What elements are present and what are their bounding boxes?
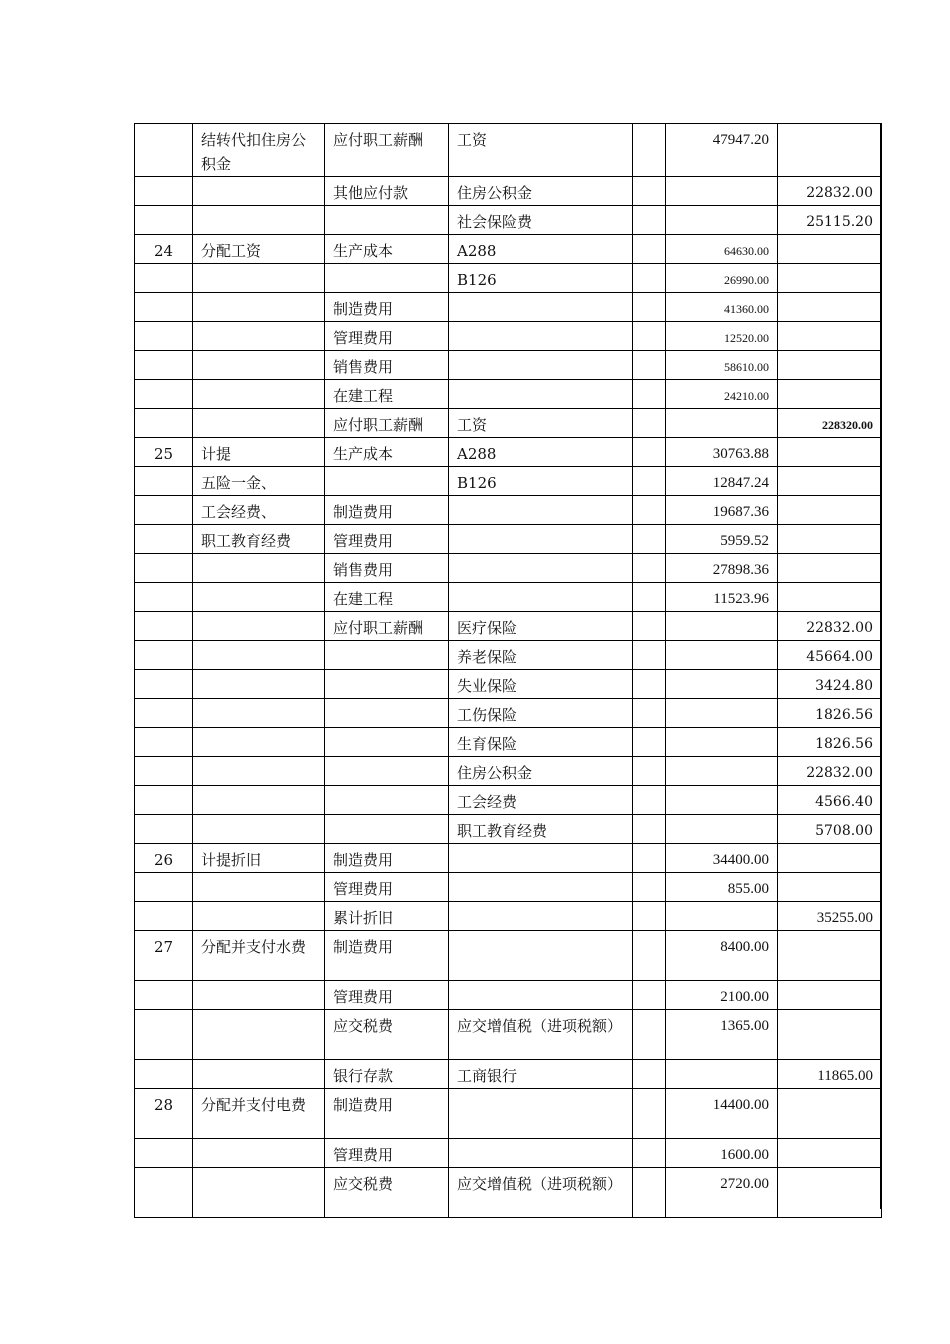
credit-amount [778,1089,882,1139]
account-cell [325,206,449,235]
blank-cell [633,1010,666,1060]
table-row [135,177,882,206]
subaccount-cell [449,351,633,380]
subaccount-cell [449,496,633,525]
table-row [135,525,882,554]
table-row [135,1168,882,1218]
account-cell: 管理费用 [325,873,449,902]
table-row [135,981,882,1010]
blank-cell [633,902,666,931]
entry-number [135,1168,193,1218]
subaccount-cell [449,583,633,612]
account-cell: 管理费用 [325,1139,449,1168]
summary-cell [193,554,325,583]
blank-cell [633,612,666,641]
credit-amount [778,467,882,496]
account-cell [325,467,449,496]
table-row [135,583,882,612]
debit-amount: 47947.20 [666,124,778,177]
debit-amount [666,757,778,786]
credit-amount [778,1139,882,1168]
table-row [135,206,882,235]
subaccount-cell: 生育保险 [449,728,633,757]
debit-amount: 8400.00 [666,931,778,981]
table-row [135,467,882,496]
blank-cell [633,931,666,981]
table-row [135,496,882,525]
credit-amount [778,583,882,612]
subaccount-cell: B126 [449,467,633,496]
summary-cell [193,322,325,351]
account-cell: 管理费用 [325,981,449,1010]
credit-amount [778,554,882,583]
subaccount-cell: 住房公积金 [449,177,633,206]
debit-amount [666,815,778,844]
credit-amount: 11865.00 [778,1060,882,1089]
subaccount-cell [449,844,633,873]
credit-amount: 4566.40 [778,786,882,815]
blank-cell [633,351,666,380]
credit-amount [778,496,882,525]
account-cell: 累计折旧 [325,902,449,931]
entry-number: 25 [135,438,193,467]
subaccount-cell [449,981,633,1010]
credit-amount [778,293,882,322]
entry-number [135,351,193,380]
debit-amount: 26990.00 [666,264,778,293]
blank-cell [633,322,666,351]
blank-cell [633,467,666,496]
entry-number [135,902,193,931]
entry-number [135,124,193,177]
table-row [135,844,882,873]
account-cell: 制造费用 [325,496,449,525]
account-cell: 在建工程 [325,380,449,409]
blank-cell [633,124,666,177]
subaccount-cell: 住房公积金 [449,757,633,786]
table-row [135,786,882,815]
table-row [135,873,882,902]
summary-cell [193,206,325,235]
account-cell: 应付职工薪酬 [325,612,449,641]
subaccount-cell: A288 [449,438,633,467]
summary-cell: 分配并支付水费 [193,931,325,981]
summary-cell [193,409,325,438]
table-row [135,670,882,699]
account-cell: 应付职工薪酬 [325,124,449,177]
subaccount-cell [449,931,633,981]
credit-amount [778,525,882,554]
table-row [135,293,882,322]
debit-amount [666,1060,778,1089]
credit-amount [778,322,882,351]
summary-cell [193,1168,325,1218]
entry-number [135,641,193,670]
debit-amount: 19687.36 [666,496,778,525]
table-row [135,322,882,351]
table-row [135,1060,882,1089]
entry-number [135,525,193,554]
account-cell: 生产成本 [325,438,449,467]
account-cell: 在建工程 [325,583,449,612]
summary-cell [193,177,325,206]
entry-number: 28 [135,1089,193,1139]
debit-amount [666,902,778,931]
table-row [135,409,882,438]
table-row [135,554,882,583]
debit-amount: 1365.00 [666,1010,778,1060]
entry-number: 26 [135,844,193,873]
table-row [135,641,882,670]
summary-cell: 计提折旧 [193,844,325,873]
debit-amount [666,206,778,235]
blank-cell [633,206,666,235]
entry-number [135,728,193,757]
account-cell: 制造费用 [325,844,449,873]
account-cell: 销售费用 [325,554,449,583]
credit-amount [778,1168,882,1218]
summary-cell: 结转代扣住房公积金 [193,124,325,177]
blank-cell [633,728,666,757]
debit-amount: 12847.24 [666,467,778,496]
summary-cell [193,641,325,670]
account-cell [325,728,449,757]
summary-cell [193,1139,325,1168]
blank-cell [633,554,666,583]
entry-number [135,670,193,699]
credit-amount: 22832.00 [778,612,882,641]
credit-amount [778,873,882,902]
blank-cell [633,293,666,322]
summary-cell [193,293,325,322]
credit-amount [778,931,882,981]
summary-cell: 计提 [193,438,325,467]
debit-amount: 30763.88 [666,438,778,467]
blank-cell [633,583,666,612]
summary-cell [193,1060,325,1089]
blank-cell [633,844,666,873]
entry-number [135,786,193,815]
subaccount-cell [449,1089,633,1139]
credit-amount [778,981,882,1010]
debit-amount: 11523.96 [666,583,778,612]
credit-amount [778,1010,882,1060]
table-row [135,380,882,409]
account-cell [325,815,449,844]
credit-amount [778,351,882,380]
debit-amount [666,699,778,728]
blank-cell [633,496,666,525]
account-cell [325,757,449,786]
subaccount-cell [449,322,633,351]
entry-number [135,467,193,496]
subaccount-cell [449,902,633,931]
table-row [135,612,882,641]
credit-amount [778,380,882,409]
blank-cell [633,981,666,1010]
credit-amount: 45664.00 [778,641,882,670]
subaccount-cell [449,1139,633,1168]
table-row [135,815,882,844]
summary-cell [193,728,325,757]
credit-amount [778,438,882,467]
table-row [135,264,882,293]
blank-cell [633,1089,666,1139]
summary-cell [193,902,325,931]
blank-cell [633,757,666,786]
subaccount-cell: 工会经费 [449,786,633,815]
table-row [135,931,882,981]
debit-amount: 855.00 [666,873,778,902]
account-cell: 其他应付款 [325,177,449,206]
summary-cell [193,873,325,902]
summary-cell [193,351,325,380]
account-cell: 销售费用 [325,351,449,380]
account-cell: 生产成本 [325,235,449,264]
entry-number [135,293,193,322]
table-row [135,1139,882,1168]
entry-number [135,380,193,409]
table-row [135,124,882,177]
debit-amount: 2100.00 [666,981,778,1010]
credit-amount: 5708.00 [778,815,882,844]
credit-amount: 25115.20 [778,206,882,235]
credit-amount [778,264,882,293]
credit-amount: 35255.00 [778,902,882,931]
journal-entry-body [135,124,882,1218]
debit-amount [666,612,778,641]
account-cell [325,699,449,728]
blank-cell [633,1139,666,1168]
account-cell [325,670,449,699]
subaccount-cell: 医疗保险 [449,612,633,641]
credit-amount: 1826.56 [778,728,882,757]
blank-cell [633,264,666,293]
subaccount-cell: 工资 [449,409,633,438]
entry-number [135,583,193,612]
entry-number [135,699,193,728]
table-row [135,699,882,728]
account-cell [325,264,449,293]
debit-amount: 1600.00 [666,1139,778,1168]
credit-amount: 22832.00 [778,757,882,786]
credit-amount: 22832.00 [778,177,882,206]
debit-amount: 27898.36 [666,554,778,583]
blank-cell [633,525,666,554]
debit-amount [666,177,778,206]
blank-cell [633,1060,666,1089]
credit-amount [778,235,882,264]
entry-number [135,554,193,583]
entry-number [135,496,193,525]
journal-entry-table [134,123,882,1218]
blank-cell [633,235,666,264]
table-row [135,438,882,467]
entry-number [135,981,193,1010]
account-cell: 制造费用 [325,293,449,322]
account-cell [325,641,449,670]
subaccount-cell [449,525,633,554]
subaccount-cell: 失业保险 [449,670,633,699]
summary-cell: 职工教育经费 [193,525,325,554]
blank-cell [633,380,666,409]
summary-cell: 分配并支付电费 [193,1089,325,1139]
debit-amount [666,641,778,670]
subaccount-cell: 工资 [449,124,633,177]
blank-cell [633,670,666,699]
table-row [135,1010,882,1060]
summary-cell: 五险一金、 [193,467,325,496]
table-row [135,1089,882,1139]
entry-number [135,612,193,641]
account-cell: 应交税费 [325,1010,449,1060]
blank-cell [633,409,666,438]
summary-cell [193,264,325,293]
summary-cell [193,815,325,844]
credit-amount [778,844,882,873]
table-row [135,757,882,786]
summary-cell [193,757,325,786]
account-cell: 管理费用 [325,322,449,351]
debit-amount: 64630.00 [666,235,778,264]
summary-cell: 工会经费、 [193,496,325,525]
account-cell: 应交税费 [325,1168,449,1218]
credit-amount: 1826.56 [778,699,882,728]
credit-amount: 3424.80 [778,670,882,699]
subaccount-cell [449,554,633,583]
summary-cell [193,981,325,1010]
account-cell: 制造费用 [325,931,449,981]
blank-cell [633,1168,666,1218]
debit-amount [666,670,778,699]
table-row [135,235,882,264]
debit-amount: 2720.00 [666,1168,778,1218]
blank-cell [633,438,666,467]
entry-number [135,409,193,438]
entry-number [135,1060,193,1089]
debit-amount: 41360.00 [666,293,778,322]
subaccount-cell [449,293,633,322]
credit-amount [778,124,882,177]
debit-amount: 58610.00 [666,351,778,380]
table-row [135,351,882,380]
blank-cell [633,641,666,670]
blank-cell [633,873,666,902]
entry-number [135,1139,193,1168]
credit-amount: 228320.00 [778,409,882,438]
account-cell: 制造费用 [325,1089,449,1139]
subaccount-cell: 应交增值税（进项税额） [449,1010,633,1060]
subaccount-cell: B126 [449,264,633,293]
entry-number [135,322,193,351]
debit-amount: 34400.00 [666,844,778,873]
summary-cell [193,612,325,641]
entry-number: 27 [135,931,193,981]
table-row [135,902,882,931]
account-cell: 管理费用 [325,525,449,554]
entry-number [135,815,193,844]
account-cell: 银行存款 [325,1060,449,1089]
blank-cell [633,699,666,728]
debit-amount [666,409,778,438]
entry-number [135,264,193,293]
entry-number [135,757,193,786]
subaccount-cell: 工伤保险 [449,699,633,728]
blank-cell [633,177,666,206]
subaccount-cell: 养老保险 [449,641,633,670]
debit-amount: 5959.52 [666,525,778,554]
summary-cell [193,380,325,409]
summary-cell [193,670,325,699]
account-cell [325,786,449,815]
debit-amount: 14400.00 [666,1089,778,1139]
debit-amount: 24210.00 [666,380,778,409]
subaccount-cell [449,873,633,902]
entry-number [135,1010,193,1060]
summary-cell [193,699,325,728]
entry-number [135,873,193,902]
summary-cell [193,1010,325,1060]
account-cell: 应付职工薪酬 [325,409,449,438]
entry-number [135,177,193,206]
subaccount-cell: 应交增值税（进项税额） [449,1168,633,1218]
subaccount-cell: 工商银行 [449,1060,633,1089]
summary-cell: 分配工资 [193,235,325,264]
blank-cell [633,815,666,844]
entry-number: 24 [135,235,193,264]
table-right-border [880,123,882,1209]
subaccount-cell: A288 [449,235,633,264]
blank-cell [633,786,666,815]
subaccount-cell [449,380,633,409]
debit-amount [666,786,778,815]
summary-cell [193,786,325,815]
debit-amount: 12520.00 [666,322,778,351]
entry-number [135,206,193,235]
debit-amount [666,728,778,757]
subaccount-cell: 职工教育经费 [449,815,633,844]
table-row [135,728,882,757]
summary-cell [193,583,325,612]
subaccount-cell: 社会保险费 [449,206,633,235]
